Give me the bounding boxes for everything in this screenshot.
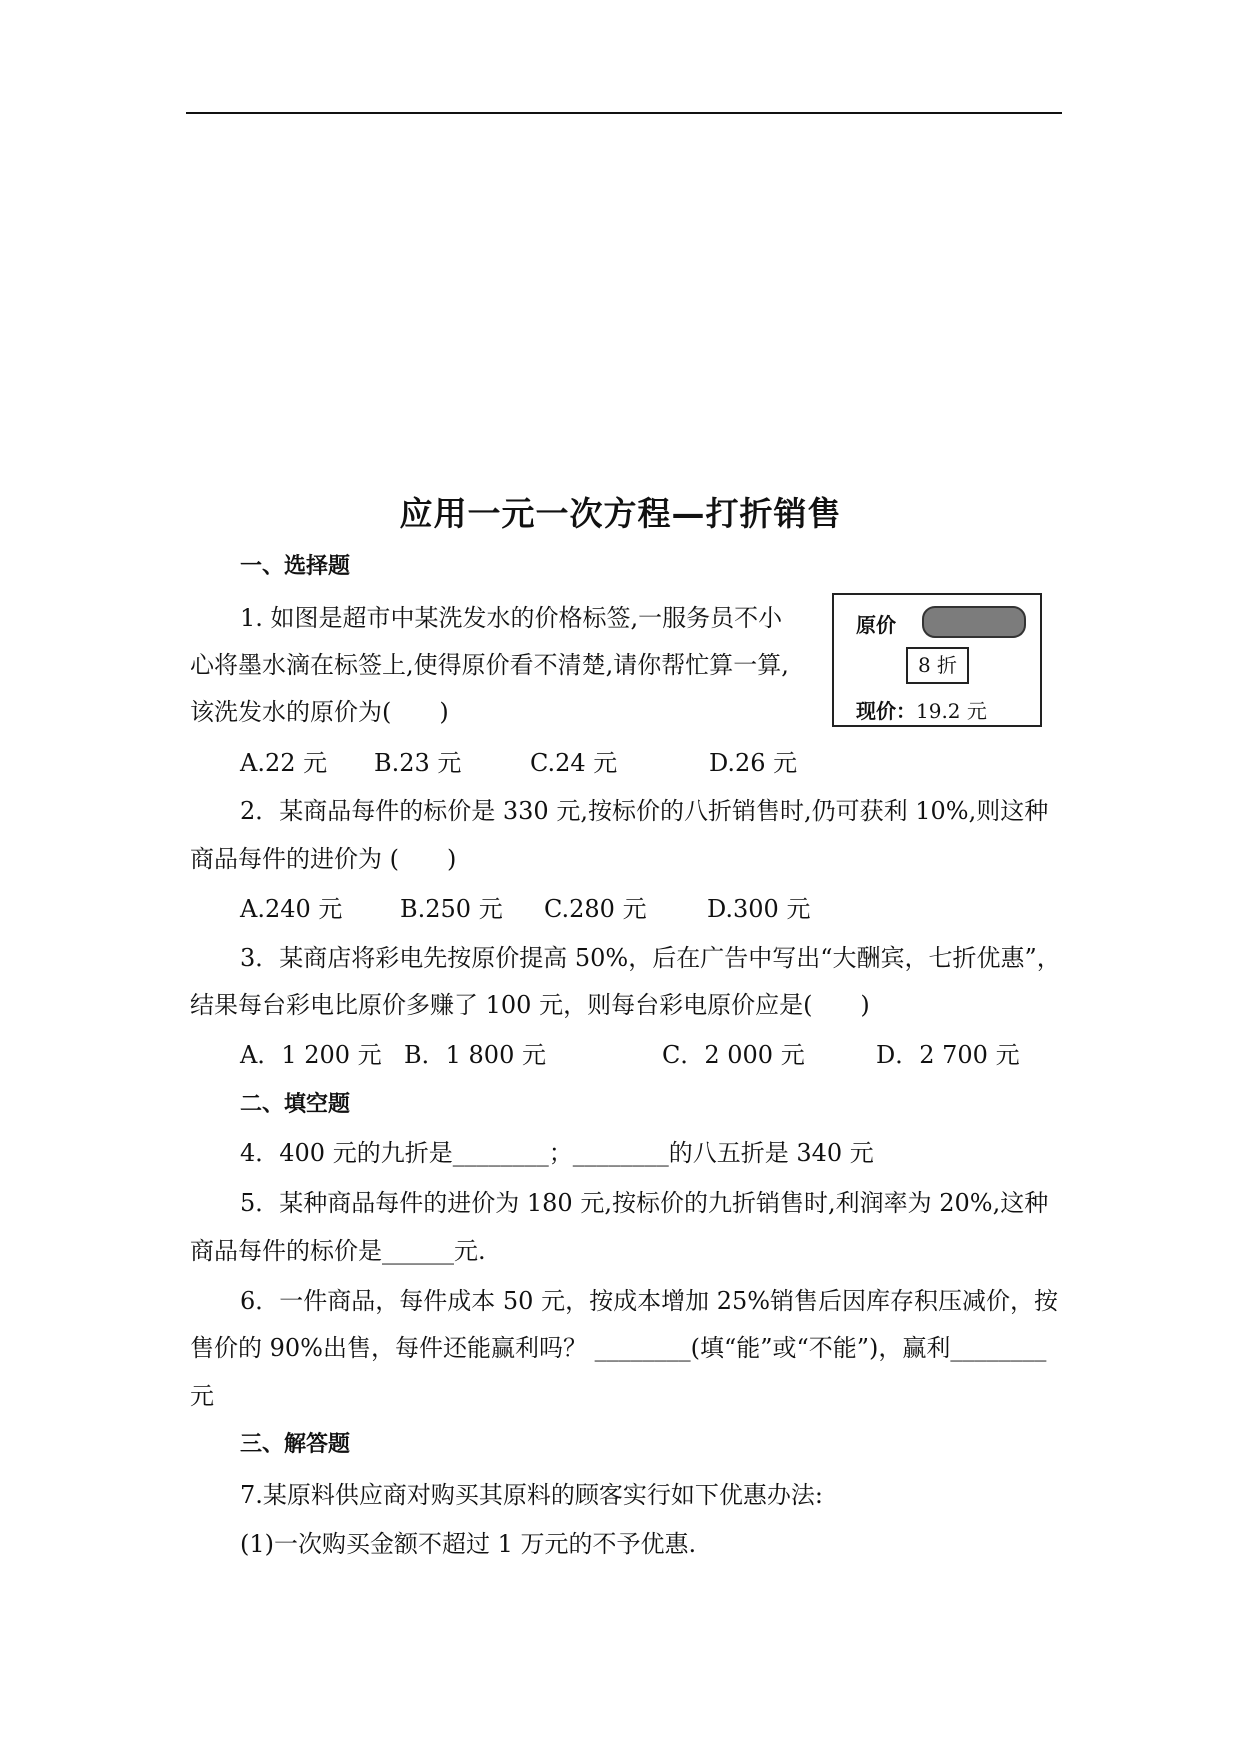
discount-box: 8 折 bbox=[906, 647, 969, 684]
section-heading-fill: 二、填空题 bbox=[240, 1092, 351, 1117]
section-heading-choice: 一、选择题 bbox=[240, 554, 351, 579]
q1-option-b: B.23 元 bbox=[374, 749, 462, 777]
q1-option-d: D.26 元 bbox=[709, 749, 798, 777]
q1-option-a: A.22 元 bbox=[240, 749, 328, 777]
q6-line-3: 元 bbox=[190, 1382, 214, 1410]
current-price-value: 19.2 元 bbox=[916, 699, 987, 723]
q3-line-2: 结果每台彩电比原价多赚了 100 元，则每台彩电原价应是( ) bbox=[190, 991, 870, 1019]
original-price-label: 原价 bbox=[856, 613, 896, 637]
header-rule bbox=[186, 112, 1062, 114]
current-price-label: 现价： bbox=[856, 699, 916, 723]
q3-option-b: B．1 800 元 bbox=[404, 1041, 546, 1069]
ink-blot bbox=[922, 606, 1026, 638]
q6-line-2: 售价的 90%出售，每件还能赢利吗？ ________(填“能”或“不能”)，赢利________ bbox=[190, 1334, 1047, 1362]
q3-option-c: C．2 000 元 bbox=[662, 1041, 805, 1069]
q2-line-1: 2．某商品每件的标价是 330 元,按标价的八折销售时,仍可获利 10%,则这种 bbox=[240, 797, 1049, 825]
q4-line: 4．400 元的九折是________；________的八五折是 340 元 bbox=[240, 1139, 874, 1167]
q1-option-c: C.24 元 bbox=[530, 749, 618, 777]
q7-line-2: (1)一次购买金额不超过 1 万元的不予优惠. bbox=[240, 1530, 697, 1558]
q1-line-3: 该洗发水的原价为( ) bbox=[190, 698, 449, 726]
q3-option-a: A．1 200 元 bbox=[240, 1041, 382, 1069]
q7-line-1: 7.某原料供应商对购买其原料的顾客实行如下优惠办法: bbox=[240, 1481, 823, 1509]
section-heading-answer: 三、解答题 bbox=[240, 1432, 351, 1457]
q2-option-d: D.300 元 bbox=[707, 895, 811, 923]
current-price bbox=[856, 695, 987, 724]
q2-option-a: A.240 元 bbox=[240, 895, 343, 923]
q5-line-2: 商品每件的标价是______元. bbox=[190, 1237, 486, 1265]
q2-line-2: 商品每件的进价为 ( ) bbox=[190, 845, 457, 873]
page-title: 应用一元一次方程—打折销售 bbox=[399, 494, 842, 533]
q2-option-b: B.250 元 bbox=[400, 895, 503, 923]
q1-line-1: 1. 如图是超市中某洗发水的价格标签,一服务员不小 bbox=[240, 604, 783, 632]
q2-option-c: C.280 元 bbox=[544, 895, 647, 923]
q5-line-1: 5．某种商品每件的进价为 180 元,按标价的九折销售时,利润率为 20%,这种 bbox=[240, 1189, 1049, 1217]
q3-option-d: D．2 700 元 bbox=[876, 1041, 1020, 1069]
q3-line-1: 3．某商店将彩电先按原价提高 50%，后在广告中写出“大酬宾，七折优惠”， bbox=[240, 944, 1061, 972]
q6-line-1: 6．一件商品，每件成本 50 元，按成本增加 25%销售后因库存积压减价，按 bbox=[240, 1287, 1059, 1315]
price-tag-figure bbox=[832, 593, 1042, 727]
q1-line-2: 心将墨水滴在标签上,使得原价看不清楚,请你帮忙算一算, bbox=[190, 651, 789, 679]
